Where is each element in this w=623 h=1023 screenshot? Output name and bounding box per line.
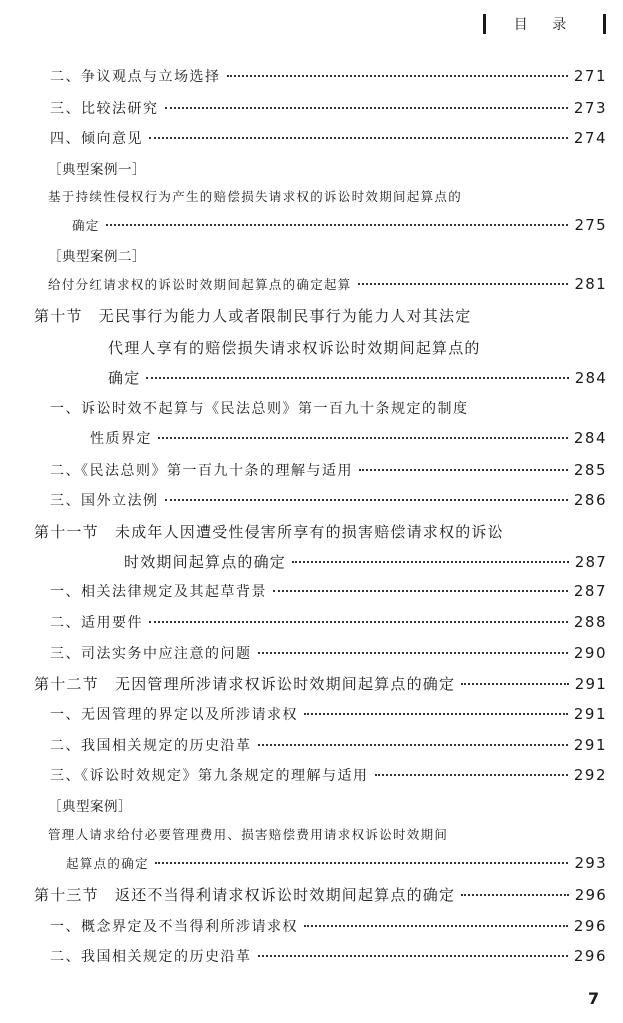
toc-entry-page: 296 — [574, 886, 607, 904]
toc-entry-page: 273 — [573, 99, 607, 117]
leader-dots — [273, 590, 568, 592]
toc-entry-page: 291 — [574, 675, 607, 693]
leader-dots — [149, 621, 568, 623]
leader-dots — [106, 224, 569, 226]
toc-entry-title: 性质界定 — [90, 431, 152, 447]
case-title-line[interactable] — [48, 187, 462, 205]
toc-entry[interactable] — [50, 581, 607, 601]
toc-entry-page: 288 — [573, 613, 607, 631]
toc-entry-page: 275 — [574, 216, 607, 234]
toc-entry-page: 286 — [573, 491, 607, 509]
toc-entry[interactable] — [50, 128, 607, 148]
leader-dots — [165, 107, 568, 109]
section-title-text: 第十节 无民事行为能力人或者限制民事行为能力人对其法定 — [34, 307, 472, 325]
case-heading-label: ［典型案例］ — [48, 799, 132, 815]
toc-entry-title: 二、我国相关规定的历史沿革 — [50, 949, 252, 965]
toc-entry-title: 四、倾向意见 — [50, 131, 143, 147]
toc-entry[interactable] — [72, 216, 607, 234]
toc-entry-page: 281 — [574, 275, 607, 293]
leader-dots — [165, 499, 568, 501]
toc-entry-title: 三、《诉讼时效规定》第九条规定的理解与适用 — [50, 768, 369, 784]
toc-entry-title: 二、《民法总则》第一百九十条的理解与适用 — [50, 463, 353, 479]
subsection-title-line[interactable] — [50, 398, 469, 418]
toc-entry-title: 第十二节 无因管理所涉请求权诉讼时效期间起算点的确定 — [34, 675, 456, 693]
toc-entry-title: 时效期间起算点的确定 — [124, 553, 287, 571]
toc-entry-page: 293 — [574, 854, 607, 872]
toc-entry[interactable] — [66, 854, 607, 872]
leader-dots — [304, 925, 568, 927]
leader-dots — [258, 652, 568, 654]
toc-entry[interactable] — [50, 460, 607, 480]
case-title-text: 管理人请求给付必要管理费用、损害赔偿费用请求权诉讼时效期间 — [48, 827, 449, 842]
toc-entry-title: 一、概念界定及不当得利所涉请求权 — [50, 919, 298, 935]
leader-dots — [146, 377, 568, 379]
toc-entry[interactable] — [50, 643, 607, 663]
toc-entry-page: 287 — [573, 582, 607, 600]
toc-entry[interactable] — [108, 367, 607, 388]
leader-dots — [461, 683, 569, 685]
toc-entry-title: 二、适用要件 — [50, 615, 143, 631]
leader-dots — [258, 955, 568, 957]
toc-entry-page: 290 — [573, 644, 607, 662]
case-title-line[interactable] — [48, 825, 448, 843]
toc-entry[interactable] — [48, 275, 607, 293]
section-title-line[interactable] — [34, 521, 504, 542]
toc-entry-title: 确定 — [108, 369, 141, 387]
toc-entry[interactable] — [50, 946, 607, 966]
toc-entry[interactable] — [50, 735, 607, 755]
toc-entry-page: 292 — [573, 766, 607, 784]
case-heading — [48, 158, 146, 178]
toc-entry[interactable] — [34, 673, 607, 694]
toc-entry-page: 296 — [573, 917, 607, 935]
toc-entry-title: 给付分红请求权的诉讼时效期间起算点的确定起算 — [48, 277, 352, 292]
toc-entry-title: 一、无因管理的界定以及所涉请求权 — [50, 707, 298, 723]
leader-dots — [155, 862, 569, 864]
section-title-text: 第十一节 未成年人因遭受性侵害所享有的损害赔偿请求权的诉讼 — [34, 523, 504, 541]
toc-entry-page: 284 — [574, 369, 607, 387]
toc-entry-title: 二、争议观点与立场选择 — [50, 69, 221, 85]
case-heading-label: ［典型案例一］ — [48, 162, 146, 178]
toc-entry[interactable] — [50, 916, 607, 936]
section-title-line[interactable] — [34, 305, 471, 326]
toc-entry-page: 291 — [573, 736, 607, 754]
page-number: 7 — [588, 989, 600, 1008]
case-heading-label: ［典型案例二］ — [48, 249, 146, 265]
toc-entry[interactable] — [50, 612, 607, 632]
toc-entry[interactable] — [50, 66, 607, 86]
toc-entry-page: 271 — [573, 67, 607, 85]
toc-entry-title: 起算点的确定 — [66, 856, 149, 871]
toc-entry[interactable] — [124, 551, 607, 572]
toc-entry[interactable] — [50, 98, 607, 118]
toc-entry-title: 一、相关法律规定及其起草背景 — [50, 584, 267, 600]
leader-dots — [358, 283, 569, 285]
case-heading — [48, 245, 146, 265]
toc-entry[interactable] — [50, 765, 607, 785]
toc-entry-title: 三、比较法研究 — [50, 101, 159, 117]
toc-entry[interactable] — [90, 428, 607, 448]
toc-entry-title: 三、司法实务中应注意的问题 — [50, 646, 252, 662]
toc-entry-title: 第十三节 返还不当得利请求权诉讼时效期间起算点的确定 — [34, 886, 456, 904]
toc-entry[interactable] — [34, 884, 607, 905]
header-title: 目 录 — [513, 17, 577, 33]
leader-dots — [292, 561, 569, 563]
leader-dots — [258, 744, 568, 746]
toc-entry-title: 确定 — [72, 218, 100, 233]
toc-entry[interactable] — [50, 490, 607, 510]
leader-dots — [227, 75, 568, 77]
leader-dots — [149, 137, 568, 139]
toc-entry-page: 291 — [573, 705, 607, 723]
case-heading — [48, 795, 132, 815]
toc-entry-page: 296 — [573, 947, 607, 965]
case-title-text: 基于持续性侵权行为产生的赔偿损失请求权的诉讼时效期间起算点的 — [48, 189, 463, 204]
toc-entry-page: 287 — [574, 553, 607, 571]
toc-entry[interactable] — [50, 704, 607, 724]
section-title-line[interactable] — [108, 337, 481, 358]
toc-entry-page: 285 — [573, 461, 607, 479]
leader-dots — [158, 437, 568, 439]
toc-entry-page: 284 — [573, 429, 607, 447]
toc-entry-page: 274 — [573, 129, 607, 147]
section-title-text: 代理人享有的赔偿损失请求权诉讼时效期间起算点的 — [108, 339, 481, 357]
toc-entry-title: 三、国外立法例 — [50, 493, 159, 509]
leader-dots — [304, 713, 568, 715]
subsection-title-text: 一、诉讼时效不起算与《民法总则》第一百九十条规定的制度 — [50, 401, 469, 417]
leader-dots — [375, 774, 568, 776]
leader-dots — [461, 894, 569, 896]
toc-entry-title: 二、我国相关规定的历史沿革 — [50, 738, 252, 754]
leader-dots — [359, 469, 568, 471]
